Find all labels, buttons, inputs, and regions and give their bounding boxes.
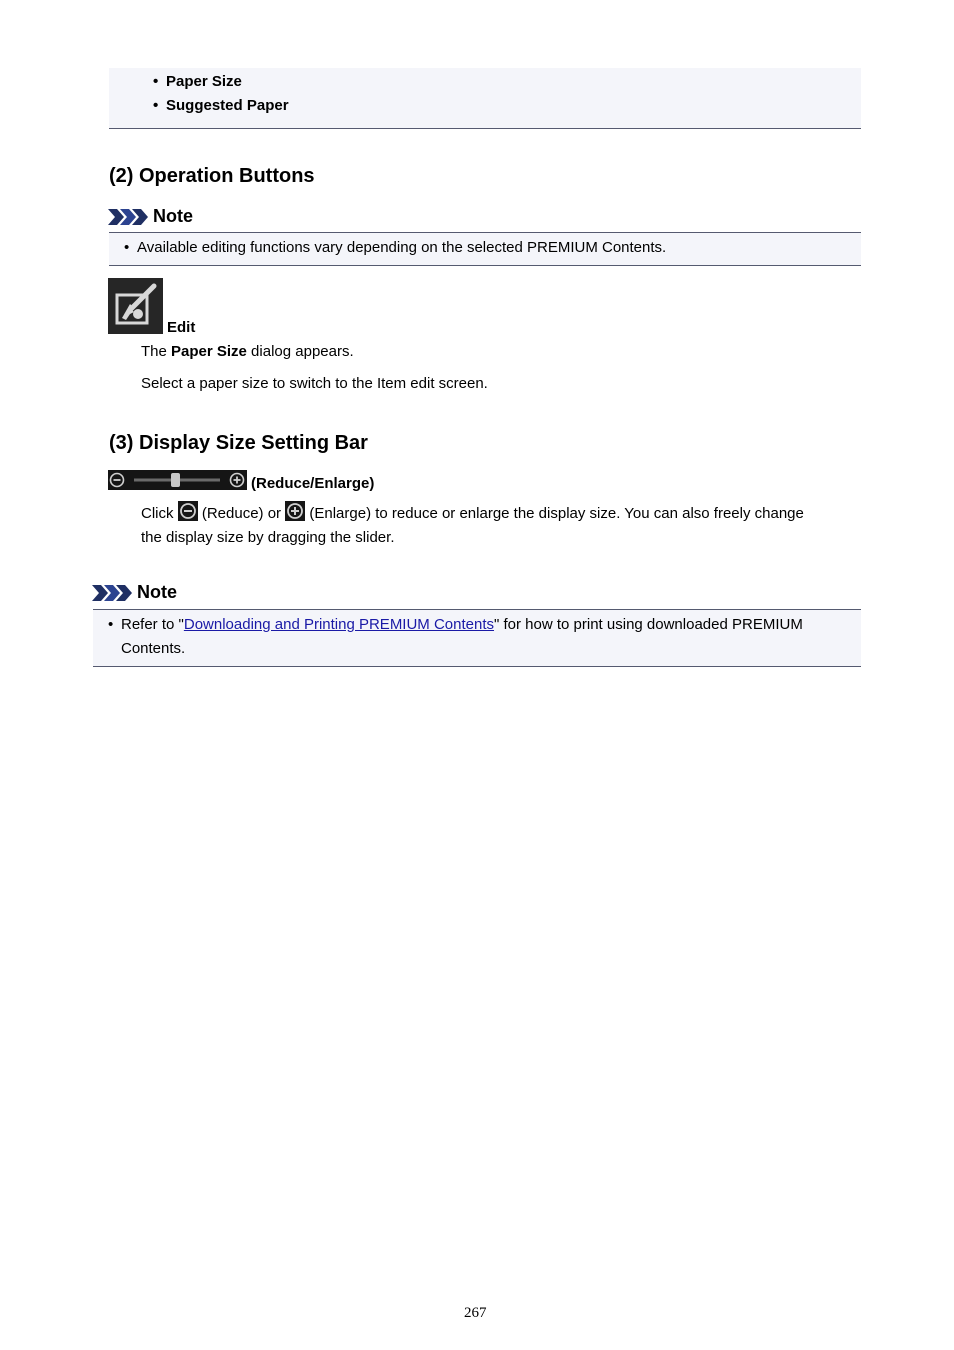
list-item: • Paper Size (166, 70, 289, 94)
note-chevrons-icon (108, 208, 148, 226)
display-size-slider (108, 470, 247, 490)
enlarge-icon (285, 501, 305, 521)
bottom-note-box (93, 609, 861, 667)
reduce-icon (178, 501, 198, 521)
edit-description-line1: The Paper Size dialog appears. (141, 343, 354, 360)
note-item: • Available editing functions vary depending on the selected PREMIUM Contents. (137, 236, 666, 260)
edit-description-line2: Select a paper size to switch to the Item edit screen. (141, 375, 488, 392)
list-item: • Suggested Paper (166, 94, 289, 118)
note-label: Note (137, 582, 177, 602)
edit-label: Edit (167, 319, 196, 336)
note-label: Note (153, 206, 193, 226)
section-heading-display-size: (3) Display Size Setting Bar (109, 432, 368, 454)
paper-size-term: Paper Size (171, 343, 247, 360)
slider-label: (Reduce/Enlarge) (251, 475, 375, 492)
top-bullet-list (166, 70, 289, 118)
edit-icon (108, 278, 163, 334)
note-box (109, 232, 861, 266)
note-item: • Refer to "Downloading and Printing PREMIUM Contents" for how to print using downloaded PREMIUM Contents. (121, 613, 856, 661)
note-chevrons-icon (92, 584, 132, 602)
bottom-note-header (92, 582, 177, 603)
downloading-printing-link[interactable]: Downloading and Printing PREMIUM Contents (183, 616, 495, 633)
section-heading-operation-buttons: (2) Operation Buttons (109, 165, 315, 187)
note-header (108, 206, 193, 227)
slider-description: Click (Reduce) or (Enlarge) to reduce or enlarge the display size. You can also freely change the display size by dragging the slider. (141, 501, 804, 550)
top-list-box (109, 68, 861, 129)
page-number: 267 (464, 1305, 487, 1321)
